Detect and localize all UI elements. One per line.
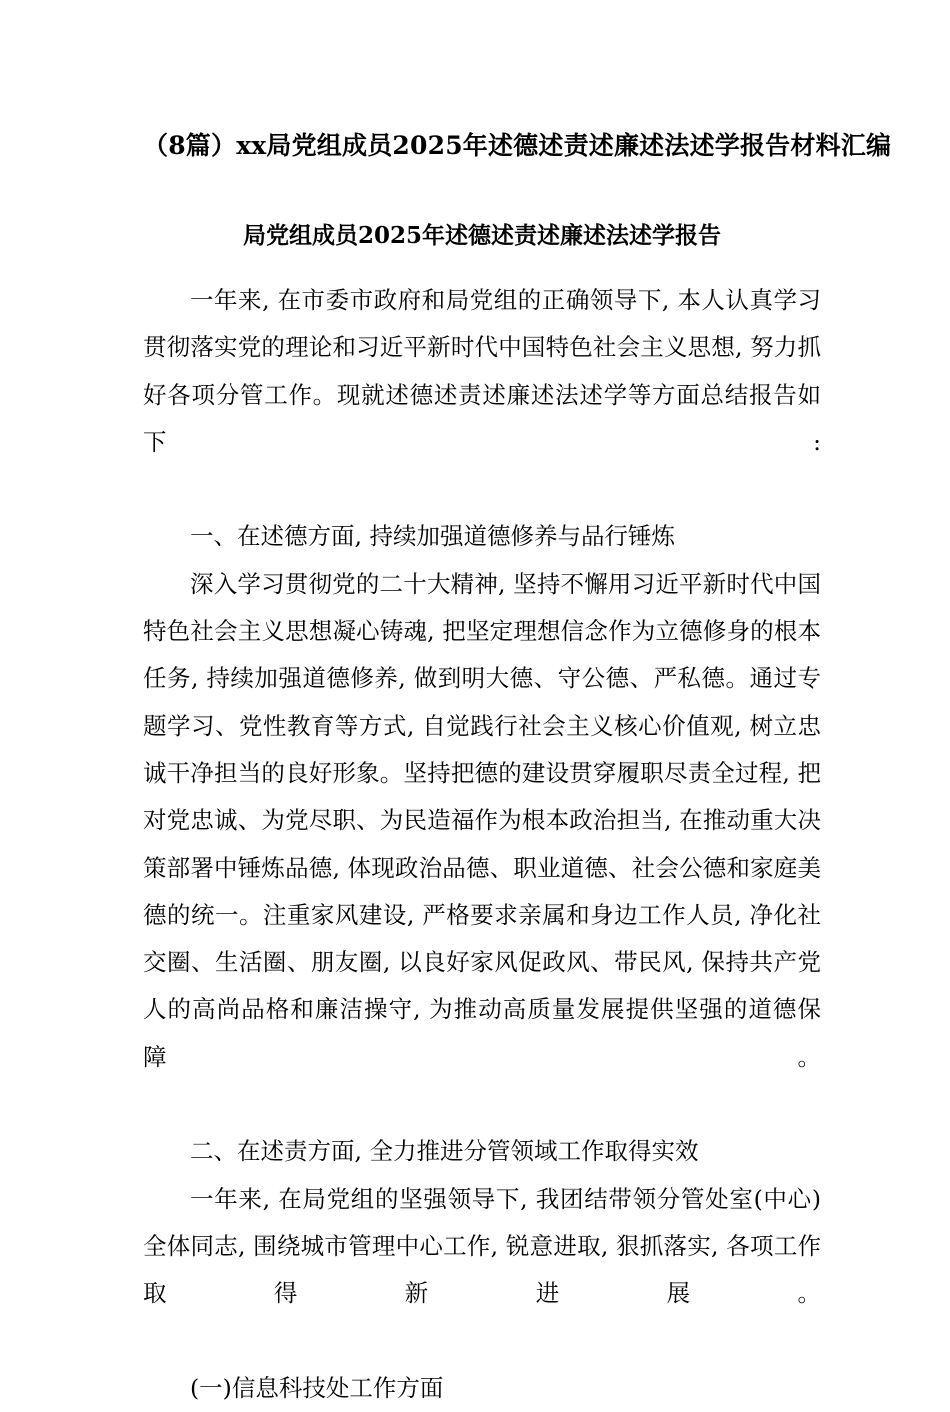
document-subtitle: 局党组成员2025年述德述责述廉述法述学报告 (242, 222, 721, 249)
section-heading: 一、在述德方面, 持续加强道德修养与品行锤炼 (190, 522, 675, 551)
section-heading: (一)信息科技处工作方面 (190, 1373, 444, 1402)
page-title: （8篇）xx局党组成员2025年述德述责述廉述法述学报告材料汇编 (143, 131, 892, 160)
section-heading: 二、在述责方面, 全力推进分管领域工作取得实效 (190, 1137, 699, 1166)
body-paragraph: 一年来, 在局党组的坚强领导下, 我团结带领分管处室(中心)全体同志, 围绕城市管理中心工作, 锐意进取, 狠抓落实, 各项工作取得新进展。 (143, 1184, 821, 1308)
document-body (143, 277, 821, 1412)
body-paragraph: 深入学习贯彻党的二十大精神, 坚持不懈用习近平新时代中国特色社会主义思想凝心铸魂, 把坚定理想信念作为立德修身的根本任务, 持续加强道德修养, 做到明大德、守公德、严私德。通过专题学习、党性教育等方式, 自觉践行社会主义核心价值观, 树立忠诚干净担当的良好形象。坚持把德的建设贯穿履职尽责全过程, 把对党忠诚、为党尽职、为民造福作为根本政治担当, 在推动重大决策部署中锤炼品德, 体现政治品德、职业道德、社会公德和家庭美德的统一。注重家风建设, 严格要求亲属和身边工作人员, 净化社交圈、生活圈、朋友圈, 以良好家风促政风、带民风, 保持共产党人的高尚品格和廉洁操守, 为推动高质量发展提供坚强的道德保障。 (143, 569, 821, 1071)
body-paragraph: 一年来, 在市委市政府和局党组的正确领导下, 本人认真学习贯彻落实党的理论和习近平新时代中国特色社会主义思想, 努力抓好各项分管工作。现就述德述责述廉述法述学等方面总结报告如下: (143, 286, 821, 456)
